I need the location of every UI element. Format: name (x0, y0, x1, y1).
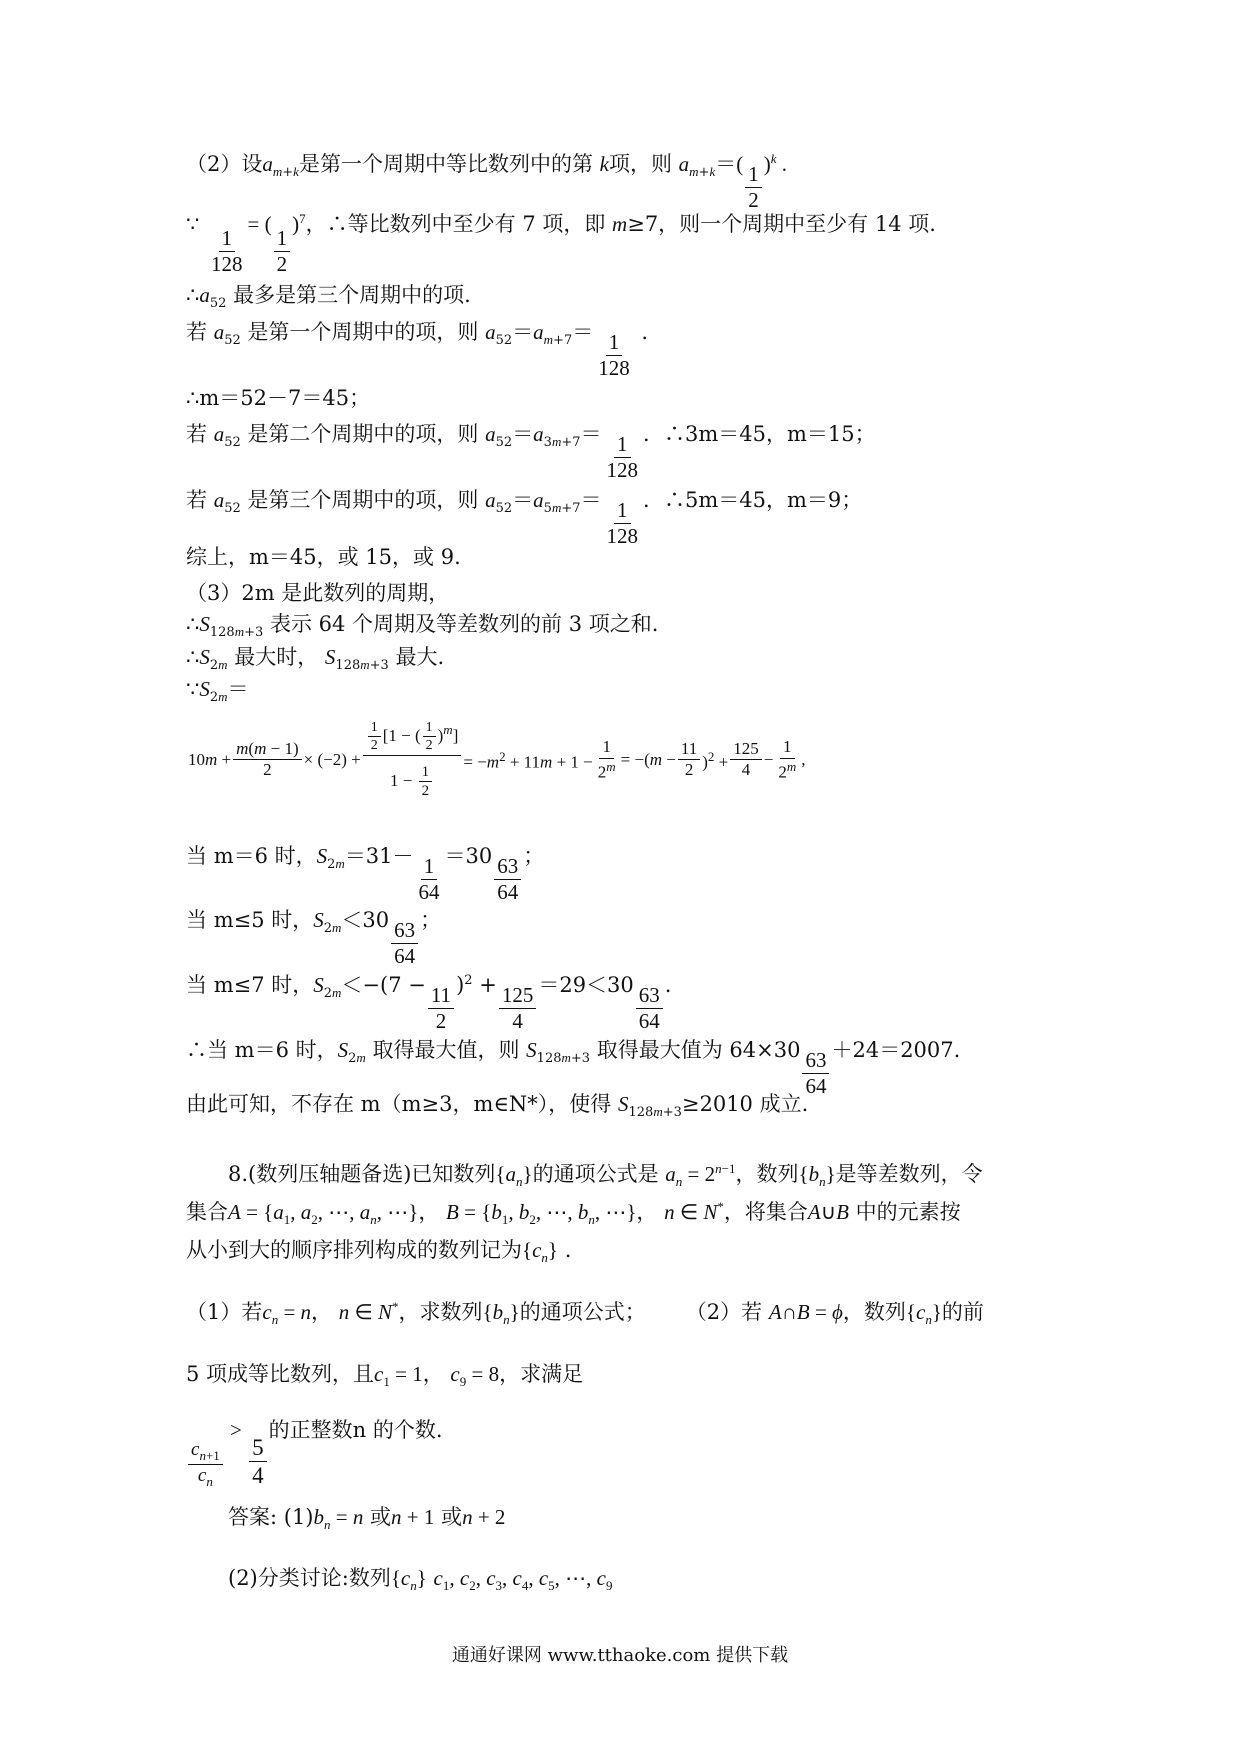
text: m≤7 时， (213, 973, 314, 997)
text: 的前 (941, 1300, 984, 1324)
text: 当 (186, 844, 207, 868)
text: ，将集合 (723, 1200, 808, 1224)
text: ，求满足 (499, 1362, 584, 1386)
text: （2）若 (685, 1300, 763, 1324)
text: 是第二个周期中的项，则 (247, 422, 479, 446)
text: （2）设 (186, 152, 263, 176)
text: 最多是第三个周期中的项. (233, 283, 471, 307)
text: 表示 64 个周期及等差数列的前 3 项之和. (269, 612, 659, 636)
doc-line: $\therefore a_{52}$ 最多是第三个周期中的项. (186, 283, 471, 312)
text: 是第三个周期中的项，则 (247, 488, 479, 512)
doc-line: 当 m＝6 时，$S_{2m}=31-$ $\frac{1}{64}$ ＝30 $\frac{63}{64}$ ； (186, 844, 545, 905)
text: 8.(数列压轴题备选)已知数列 (228, 1162, 496, 1186)
text: 或 (441, 1505, 463, 1529)
doc-line: 当 m≤5 时，$S_{2m}<30$ $\frac{63}{64}$ ； (186, 908, 442, 969)
text: ＋24＝2007. (831, 1038, 961, 1062)
text: ∴当 m＝6 时， (186, 1038, 338, 1062)
text: ，∴等比数列中至少有 7 项，即 (305, 212, 606, 236)
text: （1）若 (186, 1300, 263, 1324)
answer-line: (2)分类讨论:数列$\{c_n\}$ $c_1$, $c_2$, $c_3$, $c_4$, $c_5$, ⋯, $c_9$ (228, 1566, 613, 1594)
text: ≥7，则一个周期中至少有 14 项. (627, 212, 936, 236)
doc-line: $\therefore S_{2m}$ 最大时， $S_{128m+3}$ 最大. (186, 645, 445, 674)
text: 5 项成等比数列，且 (186, 1362, 375, 1386)
text: 取得最大值，则 (372, 1038, 520, 1062)
doc-line: ∴m＝52－7＝45； (186, 386, 371, 410)
q8-line: 8.(数列压轴题备选)已知数列$\{a_n\}$的通项公式是 $a_n = 2^{n-1}$，数列$\{b_n\}$是等差数列，令 (228, 1161, 983, 1190)
q8-line: （1）若$c_n = n$， n ∈ N*，求数列$\{b_n\}$的通项公式； （2）若 A∩B = ϕ，数列$\{c_n\}$的前 (186, 1299, 984, 1328)
doc-line: （2）设$a_{m+k}$是第一个周期中等比数列中的第 k项，则 $a_{m+k}=$( $\frac{1}{2}$ )$^k$ . (186, 151, 788, 213)
text: 是第一个周期中的项，则 (247, 320, 479, 344)
text: 当 (186, 973, 207, 997)
text: 的通项公式是 (532, 1162, 659, 1186)
answer-line: 答案: $(1)b_n = n$ 或n + 1 或n + 2 (228, 1505, 506, 1533)
text: 是第一个周期中等比数列中的第 (298, 152, 593, 176)
text: ，数列 (735, 1162, 799, 1186)
doc-line: $\therefore S_{128m+3}$ 表示 64 个周期及等差数列的前 3 项之和. (186, 612, 659, 641)
doc-line: ∴当 m＝6 时，$S_{2m}$ 取得最大值，则 $S_{128m+3}$ 取得最大值为 64×30 $\frac{63}{64}$ ＋24＝2007. (186, 1038, 961, 1099)
text: 的正整数n 的个数. (268, 1418, 443, 1442)
text: k (599, 152, 609, 176)
q8-line: 5 项成等比数列，且$c_1 = 1$， $c_9 = 8$，求满足 (186, 1362, 584, 1390)
text: 中的元素按 (855, 1200, 961, 1224)
doc-line: ∵ $\frac{1}{128}$ = ( $\frac{1}{2}$ )$^7$，∴等比数列中至少有 7 项，即 m≥7，则一个周期中至少有 14 项. (186, 211, 936, 277)
text: 集合 (186, 1200, 228, 1224)
text: 的通项公式； (519, 1300, 646, 1324)
text: 是等差数列，令 (835, 1162, 983, 1186)
q8-line: 集合$A = \{a_1$, $a_2$, ⋯, $a_n$, ⋯}， $B = \{b_1$, $b_2$, ⋯, $b_n$, ⋯}， n ∈ N*，将集合A∪B 中的元素按 (186, 1199, 961, 1228)
text: ，数列 (842, 1300, 906, 1324)
text: 最大. (395, 645, 445, 669)
text: ≥2010 成立. (681, 1092, 809, 1116)
text: 取得最大值为 64×30 (596, 1038, 801, 1062)
q8-line: $\frac{c_{n+1}}{c_n}$ > $\frac{5}{4}$ 的正整数n 的个数. (186, 1420, 443, 1489)
sum-formula: 10m + $\frac{m(m - 1)}{2}$ × (−2) + $\frac{1}{2}$ [1 − ( $\frac{1}{2}$ )$^m$] 1 − $\frac{1}{2}$ = $-m^2 + 11m + 1$ − $\frac{1}{2^m}$ = −(m − $\frac{11}{2}$ )$^2$ + $\frac{125}{4}$ − $\frac{1}{2^m}$ , (188, 720, 806, 800)
doc-line: 当 m≤7 时，$S_{2m}<-(7$ − $\frac{11}{2}$ )$^2$ + $\frac{125}{4}$ ＝29＜30 $\frac{63}{64}$ . (186, 973, 672, 1034)
page-footer: 通通好课网 www.tthaoke.com 提供下载 (451, 1645, 789, 1666)
text: (2)分类讨论:数列 (228, 1566, 391, 1590)
doc-line: $\because S_{2m}=$ (186, 677, 249, 706)
text: 或 (370, 1505, 392, 1529)
text: m＝6 时， (213, 844, 317, 868)
doc-line: 若 $a_{52}$ 是第一个周期中的项，则 $a_{52}=a_{m+7}=$ $\frac{1}{128}$ . (186, 320, 649, 381)
doc-line: （3）2m 是此数列的周期， (186, 581, 450, 605)
text: 最大时， (234, 645, 319, 669)
text: 当 (186, 908, 207, 932)
text: 由此可知，不存在 m（m≥3，m∈N*），使得 (186, 1092, 612, 1116)
doc-line: 若 $a_{52}$ 是第二个周期中的项，则 $a_{52}=a_{3m+7}=$ $\frac{1}{128}$ ．∴3m＝45，m＝15； (186, 422, 876, 483)
text: ．∴5m＝45，m＝9； (643, 488, 863, 512)
doc-line: 综上，m＝45，或 15，或 9. (186, 545, 461, 569)
text: 从小到大的顺序排列构成的数列记为 (186, 1238, 522, 1262)
text: 项，则 (608, 152, 672, 176)
doc-line: 由此可知，不存在 m（m≥3，m∈N*），使得 $S_{128m+3}\ge 2010$ 成立. (186, 1092, 809, 1121)
text: ，求数列 (398, 1300, 483, 1324)
text: 答案: (1) (228, 1505, 314, 1529)
text: m≤5 时， (213, 908, 314, 932)
doc-line: 若 $a_{52}$ 是第三个周期中的项，则 $a_{52}=a_{5m+7}=$ $\frac{1}{128}$ ．∴5m＝45，m＝9； (186, 488, 863, 549)
text: ．∴3m＝45，m＝15； (643, 422, 876, 446)
q8-line: 从小到大的顺序排列构成的数列记为$\{c_n\}$ . (186, 1238, 572, 1266)
